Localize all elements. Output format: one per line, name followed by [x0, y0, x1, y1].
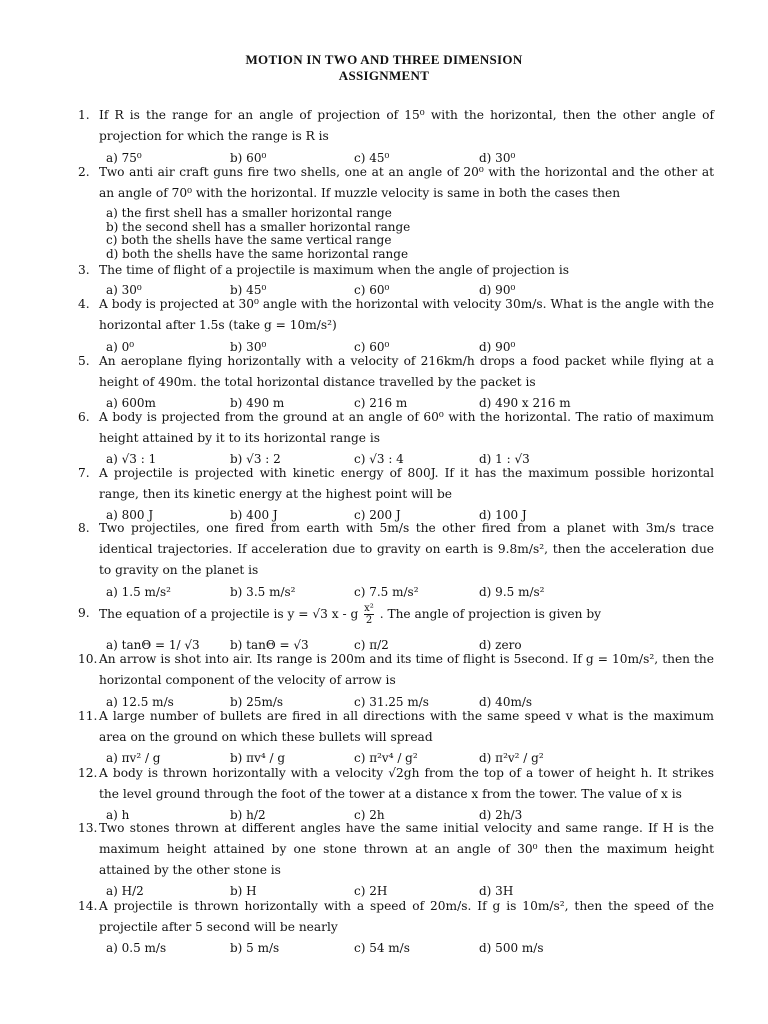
question-number: 13.	[78, 821, 98, 835]
option-a: a) the first shell has a smaller horizontal range	[106, 206, 392, 220]
option-d: d) 490 x 216 m	[479, 396, 571, 410]
question-2	[78, 162, 714, 204]
question-number: 9.	[78, 606, 90, 620]
option-d: d) 100 J	[479, 508, 527, 522]
option-c: c) 216 m	[354, 396, 408, 410]
question-2-options	[106, 207, 706, 261]
option-c: c) 2H	[354, 884, 388, 898]
fraction-denominator: 2	[365, 615, 373, 626]
question-number: 14.	[78, 899, 98, 913]
question-14	[78, 896, 714, 938]
option-a: a) 12.5 m/s	[106, 695, 174, 709]
question-8-options	[106, 582, 726, 602]
option-c: c) π/2	[354, 638, 389, 652]
option-c: c) 31.25 m/s	[354, 695, 429, 709]
option-c: c) both the shells have the same vertical range	[106, 233, 392, 247]
option-b: b) the second shell has a smaller horizontal range	[106, 219, 411, 234]
question-number: 7.	[78, 466, 90, 480]
question-12	[78, 763, 714, 805]
question-text: Two stones thrown at different angles have the same initial velocity and same range. If H is the maximum height attained by one stone thrown at an angle of 30⁰ then the maximum height attained by the other stone is	[99, 821, 714, 877]
question-text: A projectile is projected with kinetic energy of 800J. If it has the maximum possible horizontal range, then its kinetic energy at the highest point will be	[99, 466, 714, 501]
option-c: c) 200 J	[354, 508, 401, 522]
question-1	[78, 105, 714, 147]
option-b: b) 3.5 m/s²	[230, 585, 296, 599]
question-14-options	[106, 938, 726, 958]
option-d: d) 1 : √3	[479, 452, 530, 466]
option-c: c) 60⁰	[354, 283, 390, 297]
option-d: d) zero	[479, 638, 522, 652]
option-d: d) 90⁰	[479, 283, 516, 297]
option-d: d) 2h/3	[479, 808, 523, 822]
question-text: A projectile is thrown horizontally with a speed of 20m/s. If g is 10m/s², then the speed of the projectile after 5 second will be nearly	[99, 899, 714, 934]
option-a: a) 75⁰	[106, 151, 142, 165]
question-text: Two anti air craft guns fire two shells, one at an angle of 20⁰ with the horizontal and the other at an angle of 70⁰ with the horizontal. If muzzle velocity is same in both the cases then	[99, 165, 714, 200]
question-number: 2.	[78, 165, 90, 179]
question-number: 3.	[78, 263, 90, 277]
question-7	[78, 463, 714, 505]
option-a: a) √3 : 1	[106, 452, 157, 466]
option-a: a) 0.5 m/s	[106, 941, 167, 955]
option-c: c) 2h	[354, 808, 385, 822]
question-9	[78, 603, 714, 626]
question-text: A body is projected from the ground at an angle of 60⁰ with the horizontal. The ratio of maximum height attained by it to its horizontal range is	[99, 410, 714, 445]
question-text: The time of flight of a projectile is maximum when the angle of projection is	[99, 263, 570, 277]
option-c: c) π²v⁴ / g²	[354, 751, 418, 765]
option-b: b) 490 m	[230, 396, 285, 410]
question-11	[78, 706, 714, 748]
option-d: d) 30⁰	[479, 151, 516, 165]
option-d: d) 500 m/s	[479, 941, 544, 955]
document-title: MOTION IN TWO AND THREE DIMENSION	[245, 52, 523, 67]
question-text: If R is the range for an angle of projection of 15⁰ with the horizontal, then the other angle of projection for which the range is R is	[99, 108, 714, 143]
question-text: A large number of bullets are fired in all directions with the same speed v what is the maximum area on the ground on which these bullets will spread	[99, 709, 714, 744]
question-number: 4.	[78, 297, 90, 311]
option-b: b) 25m/s	[230, 695, 284, 709]
question-8	[78, 518, 714, 581]
option-a: a) h	[106, 808, 130, 822]
question-number: 6.	[78, 410, 90, 424]
option-b: b) 5 m/s	[230, 941, 280, 955]
option-d: d) π²v² / g²	[479, 751, 544, 765]
option-b: b) πv⁴ / g	[230, 751, 286, 765]
equation-suffix: . The angle of projection is given by	[379, 607, 602, 621]
option-a: a) H/2	[106, 884, 144, 898]
question-10	[78, 649, 714, 691]
question-text: An aeroplane flying horizontally with a velocity of 216km/h drops a food packet while flying at a height of 490m. the total horizontal distance travelled by the packet is	[99, 354, 714, 389]
option-d: d) both the shells have the same horizontal range	[106, 246, 409, 261]
option-a: a) tanΘ = 1/ √3	[106, 638, 200, 652]
option-a: a) 1.5 m/s²	[106, 585, 171, 599]
option-d: d) 40m/s	[479, 695, 533, 709]
question-6	[78, 407, 714, 449]
question-13	[78, 818, 714, 881]
option-b: b) 400 J	[230, 508, 278, 522]
option-c: c) 60⁰	[354, 340, 390, 354]
option-c: c) 7.5 m/s²	[354, 585, 419, 599]
option-b: b) h/2	[230, 808, 266, 822]
question-number: 12.	[78, 766, 98, 780]
option-a: a) 30⁰	[106, 283, 142, 297]
question-number: 1.	[78, 108, 90, 122]
option-b: b) tanΘ = √3	[230, 638, 309, 652]
option-b: b) 60⁰	[230, 151, 267, 165]
question-text	[99, 603, 714, 626]
option-c: c) 54 m/s	[354, 941, 410, 955]
option-b: b) 45⁰	[230, 283, 267, 297]
option-d: d) 9.5 m/s²	[479, 585, 545, 599]
equation-fraction	[364, 603, 374, 626]
question-text: A body is projected at 30⁰ angle with the horizontal with velocity 30m/s. What is the angle with the horizontal after 1.5s (take g = 10m/s²)	[99, 297, 714, 332]
option-a: a) 800 J	[106, 508, 154, 522]
question-text: Two projectiles, one fired from earth with 5m/s the other fired from a planet with 3m/s trace identical trajectories. If acceleration due to gravity on earth is 9.8m/s², then the acceleration due to gravity on the planet is	[99, 521, 714, 577]
option-a: a) πv² / g	[106, 751, 161, 765]
option-c: c) √3 : 4	[354, 452, 404, 466]
option-b: b) H	[230, 884, 257, 898]
option-a: a) 600m	[106, 396, 156, 410]
equation-prefix: The equation of a projectile is y = √3 x - g	[99, 607, 359, 621]
option-d: d) 3H	[479, 884, 514, 898]
option-a: a) 0⁰	[106, 340, 135, 354]
question-text: A body is thrown horizontally with a velocity √2gh from the top of a tower of height h. It strikes the level ground through the foot of the tower at a distance x from the tower. The value of x is	[99, 766, 714, 801]
question-number: 5.	[78, 354, 90, 368]
question-3	[78, 260, 714, 281]
option-d: d) 90⁰	[479, 340, 516, 354]
option-b: b) 30⁰	[230, 340, 267, 354]
question-number: 10.	[78, 652, 98, 666]
question-5	[78, 351, 714, 393]
question-number: 8.	[78, 521, 90, 535]
document-subtitle: ASSIGNMENT	[338, 68, 430, 83]
option-c: c) 45⁰	[354, 151, 390, 165]
option-b: b) √3 : 2	[230, 452, 281, 466]
question-text: An arrow is shot into air. Its range is 200m and its time of flight is 5second. If g = 10m/s², then the horizontal component of the velocity of arrow is	[99, 652, 714, 687]
fraction-numerator: x²	[364, 603, 374, 614]
question-number: 11.	[78, 709, 98, 723]
question-4	[78, 294, 714, 336]
